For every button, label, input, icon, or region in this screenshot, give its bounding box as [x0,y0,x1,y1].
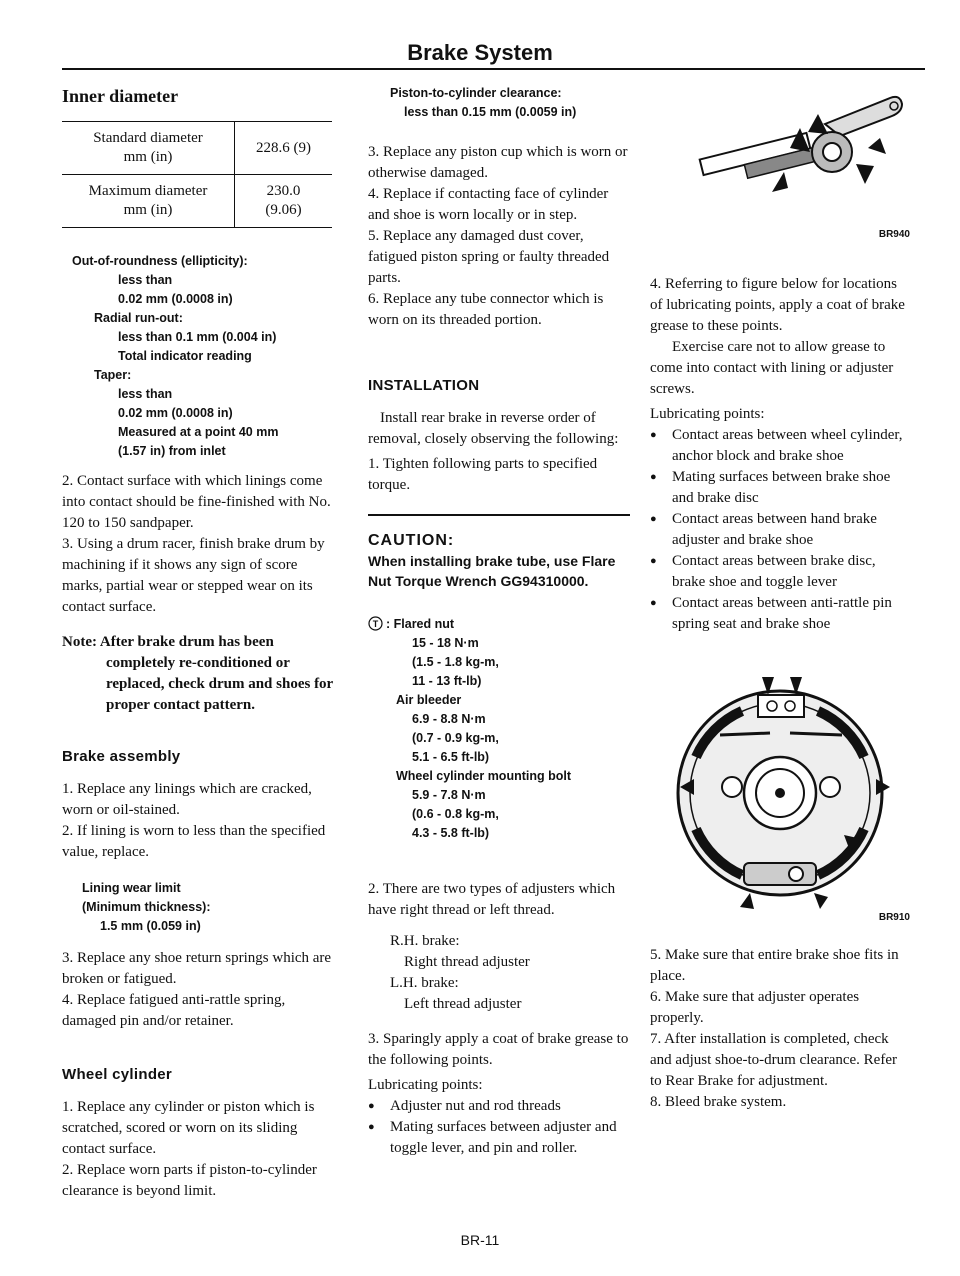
clearance-spec [390,84,630,122]
spec-line: Out-of-roundness (ellipticity): [72,254,248,268]
paragraph: 6. Make sure that adjuster operates properly. [650,989,860,1026]
adjuster-block [390,931,630,1015]
list-item: ● Adjuster nut and rod threads [368,1096,630,1117]
spec-line: 5.9 - 7.8 N·m [412,788,486,802]
spec-line: 5.1 - 6.5 ft-lb) [412,750,490,764]
paragraph: 3. Replace any shoe return springs which are broken or fatigued. [62,950,332,987]
list-item: ● Contact areas between brake disc, brake shoe and toggle lever [650,551,912,593]
spec-line: less than 0.1 mm (0.004 in) [118,330,277,344]
lining-spec-block [82,879,338,936]
spec-line: Air bleeder [396,693,462,707]
brake-assembly-heading: Brake assembly [62,748,181,765]
note-paragraph [62,632,338,716]
spec-line: less than 0.15 mm (0.0059 in) [404,105,577,119]
rh-value: Right thread adjuster [404,954,530,970]
brake-assembly-illustration [650,675,912,925]
torque-symbol: T [372,619,379,629]
paragraph: Exercise care not to allow grease to come into contact with lining or adjuster screws. [650,339,894,397]
spec-line: (1.5 - 1.8 kg-m, [412,655,499,669]
paragraph: 2. Replace worn parts if piston-to-cylinder clearance is beyond limit. [62,1162,317,1199]
page-header-title: Brake System [407,40,553,65]
list-item: ● Contact areas between anti-rattle pin spring seat and brake shoe [650,593,912,635]
paragraph: 2. There are two types of adjusters which have right thread or left thread. [368,881,616,918]
page-number: BR-11 [460,1232,500,1248]
inner-diameter-heading: Inner diameter [62,86,179,106]
installation-heading: INSTALLATION [368,377,480,394]
wheel-cylinder-heading: Wheel cylinder [62,1066,173,1083]
rh-label: R.H. brake: [390,933,460,949]
paragraph: Lubricating points: [368,1077,483,1093]
spec-line: 0.02 mm (0.0008 in) [118,406,233,420]
adjuster-illustration [650,84,912,254]
paragraph: 3. Replace any piston cup which is worn or otherwise damaged. [368,144,628,181]
caution-text: When installing brake tube, use Flare Nut Torque Wrench GG94310000. [368,553,616,589]
note-text: After brake drum has been completely re-conditioned or replaced, check drum and shoes for proper contact pattern. [99,634,333,713]
list-item: ● Mating surfaces between adjuster and toggle lever, and pin and roller. [368,1117,630,1159]
paragraph: 6. Replace any tube connector which is worn on its threaded portion. [368,291,604,328]
table-row [62,175,332,228]
spec-line: Wheel cylinder mounting bolt [396,769,571,783]
list-item: ● Contact areas between wheel cylinder, anchor block and brake shoe [650,425,912,467]
paragraph: 2. Contact surface with which linings come into contact should be fine-finished with No. 120 to 150 sandpaper. [62,473,331,531]
paragraph: 3. Sparingly apply a coat of brake grease to the following points. [368,1031,629,1068]
spec-line: : Flared nut [386,617,455,631]
torque-spec-block [368,615,630,843]
spec-line: (0.6 - 0.8 kg-m, [412,807,499,821]
note-label: Note: [62,634,97,650]
figure-label: BR940 [878,229,910,240]
paragraph: Install rear brake in reverse order of removal, closely observing the following: [368,410,619,447]
figure-label: BR910 [878,912,910,923]
lube-list [650,425,912,635]
spec-line: (1.57 in) from inlet [118,444,226,458]
spec-line: 6.9 - 8.8 N·m [412,712,486,726]
table-row [62,122,332,175]
spec-line: less than [118,387,173,401]
paragraph: 4. Replace if contacting face of cylinder and shoe is worn locally or in step. [368,186,609,223]
drum-spec-block [72,252,338,461]
column-3 [650,84,912,1113]
spec-line: Radial run-out: [94,311,183,325]
table-cell: Standard diameter mm (in) [62,122,235,175]
figure-br910 [650,675,912,945]
paragraph: 7. After installation is completed, check and adjust shoe-to-drum clearance. Refer to Rear Brake for adjustment. [650,1031,897,1089]
table-cell: Maximum diameter mm (in) [62,175,235,228]
spec-line: 0.02 mm (0.0008 in) [118,292,233,306]
lube-list [368,1096,630,1159]
torque-icon [368,616,383,631]
header-rule [62,68,925,70]
paragraph: 5. Make sure that entire brake shoe fits in place. [650,947,899,984]
spec-line: 15 - 18 N·m [412,636,479,650]
paragraph: 5. Replace any damaged dust cover, fatigued piston spring or faulty threaded parts. [368,228,610,286]
spec-line: (Minimum thickness): [82,900,211,914]
paragraph: Lubricating points: [650,406,765,422]
spec-line: Lining wear limit [82,881,181,895]
paragraph: 4. Replace fatigued anti-rattle spring, damaged pin and/or retainer. [62,992,286,1029]
paragraph: 2. If lining is worn to less than the specified value, replace. [62,823,326,860]
table-cell: 230.0 (9.06) [235,175,333,228]
paragraph: 1. Replace any linings which are cracked, worn or oil-stained. [62,781,312,818]
spec-line: Piston-to-cylinder clearance: [390,86,562,100]
table-cell: 228.6 (9) [235,122,333,175]
caution-rule [368,514,630,516]
spec-line: Taper: [94,368,132,382]
figure-br940 [650,84,912,274]
caution-title: CAUTION: [368,532,455,549]
column-2 [368,84,630,1159]
spec-line: Total indicator reading [118,349,252,363]
paragraph: 1. Tighten following parts to specified torque. [368,456,598,493]
lh-label: L.H. brake: [390,975,459,991]
column-1 [62,84,338,1202]
spec-line: less than [118,273,173,287]
paragraph: 4. Referring to figure below for locations of lubricating points, apply a coat of brake grease to these points. [650,276,905,334]
spec-line: 4.3 - 5.8 ft-lb) [412,826,490,840]
lh-value: Left thread adjuster [404,996,522,1012]
spec-line: Measured at a point 40 mm [118,425,279,439]
paragraph: 3. Using a drum racer, finish brake drum by machining if it shows any sign of score marks, partial wear or stepped wear on its contact surface. [62,536,325,615]
diameter-table [62,121,332,228]
paragraph: 8. Bleed brake system. [650,1094,787,1110]
spec-line: 1.5 mm (0.059 in) [100,919,201,933]
spec-line: (0.7 - 0.9 kg-m, [412,731,499,745]
paragraph: 1. Replace any cylinder or piston which is scratched, scored or worn on its sliding contact surface. [62,1099,315,1157]
list-item: ● Mating surfaces between brake shoe and brake disc [650,467,912,509]
list-item: ● Contact areas between hand brake adjuster and brake shoe [650,509,912,551]
spec-line: 11 - 13 ft-lb) [412,674,482,688]
